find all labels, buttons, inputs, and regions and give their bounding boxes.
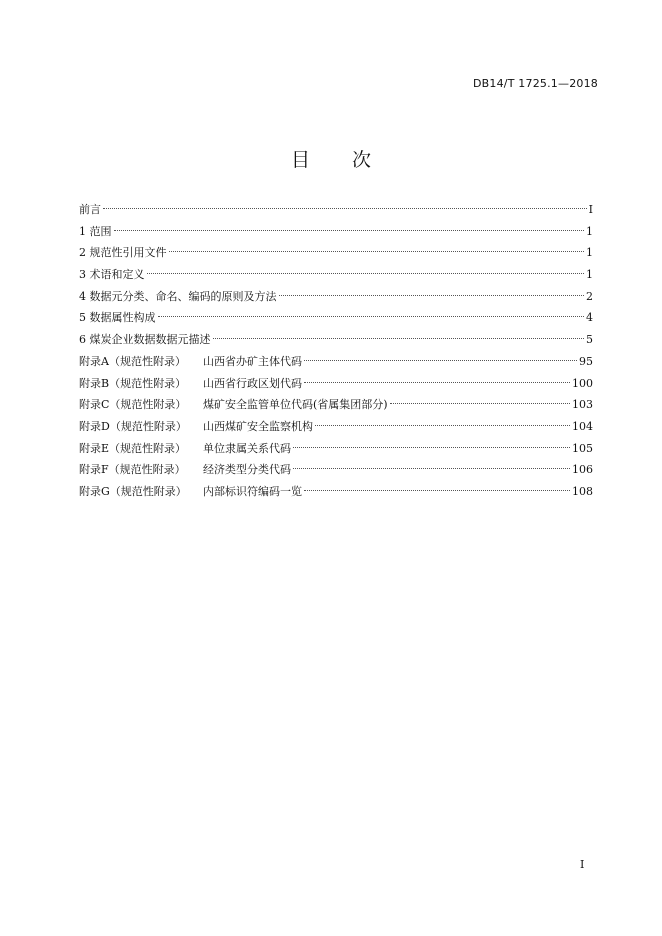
- toc-appendix-entry[interactable]: [79, 438, 593, 460]
- leader-dots: [304, 382, 570, 383]
- leader-dots: [390, 403, 570, 404]
- appendix-label: 附录E（规范性附录）: [79, 441, 187, 455]
- toc-entry-page: 2: [586, 289, 593, 303]
- toc-appendix-entry[interactable]: [79, 351, 593, 373]
- appendix-page: 103: [572, 398, 593, 412]
- page-number: I: [580, 858, 585, 871]
- standard-code: DB14/T 1725.1—2018: [472, 77, 598, 90]
- leader-dots: [315, 425, 570, 426]
- appendix-title: 煤矿安全监管单位代码(省属集团部分): [203, 398, 388, 412]
- appendix-title: 内部标识符编码一览: [203, 484, 302, 498]
- leader-dots: [147, 273, 585, 274]
- appendix-page: 108: [572, 484, 593, 498]
- leader-dots: [304, 490, 570, 491]
- leader-dots: [169, 251, 585, 252]
- toc-entry[interactable]: [79, 329, 593, 351]
- appendix-label: 附录D（规范性附录）: [79, 419, 187, 433]
- toc-entry-page: 4: [586, 311, 593, 325]
- appendix-title: 单位隶属关系代码: [203, 441, 291, 455]
- appendix-page: 106: [572, 463, 593, 477]
- toc-appendix-entry[interactable]: [79, 394, 593, 416]
- toc-entry[interactable]: [79, 199, 593, 221]
- appendix-page: 100: [572, 376, 593, 390]
- appendix-title: 山西省办矿主体代码: [203, 354, 302, 368]
- toc-entry[interactable]: [79, 264, 593, 286]
- leader-dots: [279, 295, 585, 296]
- toc-entry-page: 5: [586, 333, 593, 347]
- toc-entry-label: 1 范围: [79, 224, 112, 238]
- toc-entry-page: I: [588, 203, 593, 216]
- appendix-label: 附录F（规范性附录）: [79, 463, 186, 477]
- toc-entry-label: 4 数据元分类、命名、编码的原则及方法: [79, 289, 277, 303]
- leader-dots: [158, 316, 585, 317]
- leader-dots: [213, 338, 585, 339]
- leader-dots: [304, 360, 577, 361]
- toc-appendix-entry[interactable]: [79, 481, 593, 503]
- appendix-page: 104: [572, 419, 593, 433]
- appendix-page: 95: [579, 354, 593, 368]
- toc-entry-label: 6 煤炭企业数据数据元描述: [79, 333, 211, 347]
- toc-entry-page: 1: [586, 268, 593, 282]
- toc-appendix-entry[interactable]: [79, 373, 593, 395]
- toc-entry[interactable]: [79, 286, 593, 308]
- appendix-label: 附录B（规范性附录）: [79, 376, 187, 390]
- toc-title-left: 目: [290, 149, 310, 171]
- toc-entry-label: 2 规范性引用文件: [79, 246, 167, 260]
- appendix-title: 经济类型分类代码: [203, 463, 291, 477]
- toc-appendix-entry[interactable]: [79, 459, 593, 481]
- toc-entry-page: 1: [586, 224, 593, 238]
- leader-dots: [293, 468, 570, 469]
- appendix-label: 附录C（规范性附录）: [79, 398, 187, 412]
- toc-title-right: 次: [352, 149, 372, 171]
- appendix-label: 附录G（规范性附录）: [79, 484, 187, 498]
- leader-dots: [293, 447, 570, 448]
- leader-dots: [103, 208, 587, 209]
- toc-entry[interactable]: [79, 307, 593, 329]
- toc-title: [0, 145, 662, 172]
- table-of-contents: [79, 199, 593, 503]
- appendix-title: 山西煤矿安全监察机构: [203, 419, 313, 433]
- appendix-label: 附录A（规范性附录）: [79, 354, 186, 368]
- toc-entry-label: 5 数据属性构成: [79, 311, 156, 325]
- toc-entry-label: 3 术语和定义: [79, 268, 145, 282]
- appendix-page: 105: [572, 441, 593, 455]
- toc-entry-label: 前言: [79, 203, 101, 216]
- toc-appendix-entry[interactable]: [79, 416, 593, 438]
- toc-entry[interactable]: [79, 221, 593, 243]
- toc-entry-page: 1: [586, 246, 593, 260]
- leader-dots: [114, 230, 585, 231]
- toc-entry[interactable]: [79, 242, 593, 264]
- appendix-title: 山西省行政区划代码: [203, 376, 302, 390]
